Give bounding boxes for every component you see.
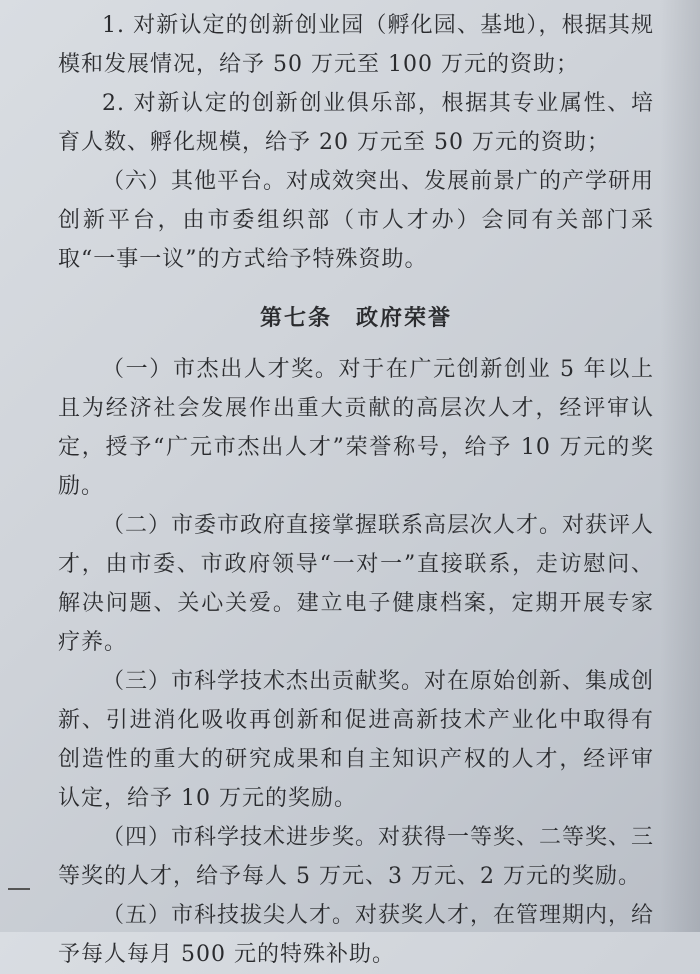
section-heading: 第七条 政府荣誉 (259, 306, 452, 331)
paragraph-other-platforms: （六）其他平台。对成效突出、发展前景广的产学研用创新平台，由市委组织部（市人才办）会同有关部门采取“一事一议”的方式给予特殊资助。 (58, 169, 655, 272)
page-footer-dash (8, 888, 30, 890)
paragraph-top-sci-tech-talent: （五）市科技拔尖人才。对获奖人才，在管理期内，给予每人每月 500 元的特殊补助。 (58, 903, 655, 967)
paragraph-direct-contact-talent: （二）市委市政府直接掌握联系高层次人才。对获评人才，由市委、市政府领导“一对一”直接联系，走访慰问、解决问题、关心关爱。建立电子健康档案，定期开展专家疗养。 (58, 513, 655, 655)
paragraph-sci-tech-contribution-award: （三）市科学技术杰出贡献奖。对在原始创新、集成创新、引进消化吸收再创新和促进高新技术产业化中取得有创造性的重大的研究成果和自主知识产权的人才，经评审认定，给予 10 万元的奖励。 (58, 669, 655, 811)
paragraph-item-1: 1. 对新认定的创新创业园（孵化园、基地），根据其规模和发展情况，给予 50 万元至 100 万元的资助； (58, 13, 654, 77)
paragraph-outstanding-talent-award: （一）市杰出人才奖。对于在广元创新创业 5 年以上且为经济社会发展作出重大贡献的高层次人才，经评审认定，授予“广元市杰出人才”荣誉称号，给予 10 万元的奖励。 (58, 357, 654, 499)
paragraph-sci-tech-progress-award: （四）市科学技术进步奖。对获得一等奖、二等奖、三等奖的人才，给予每人 5 万元、3 万元、2 万元的奖励。 (58, 825, 655, 889)
paragraph-item-2: 2. 对新认定的创新创业俱乐部，根据其专业属性、培育人数、孵化规模，给予 20 万元至 50 万元的资助； (58, 91, 654, 155)
